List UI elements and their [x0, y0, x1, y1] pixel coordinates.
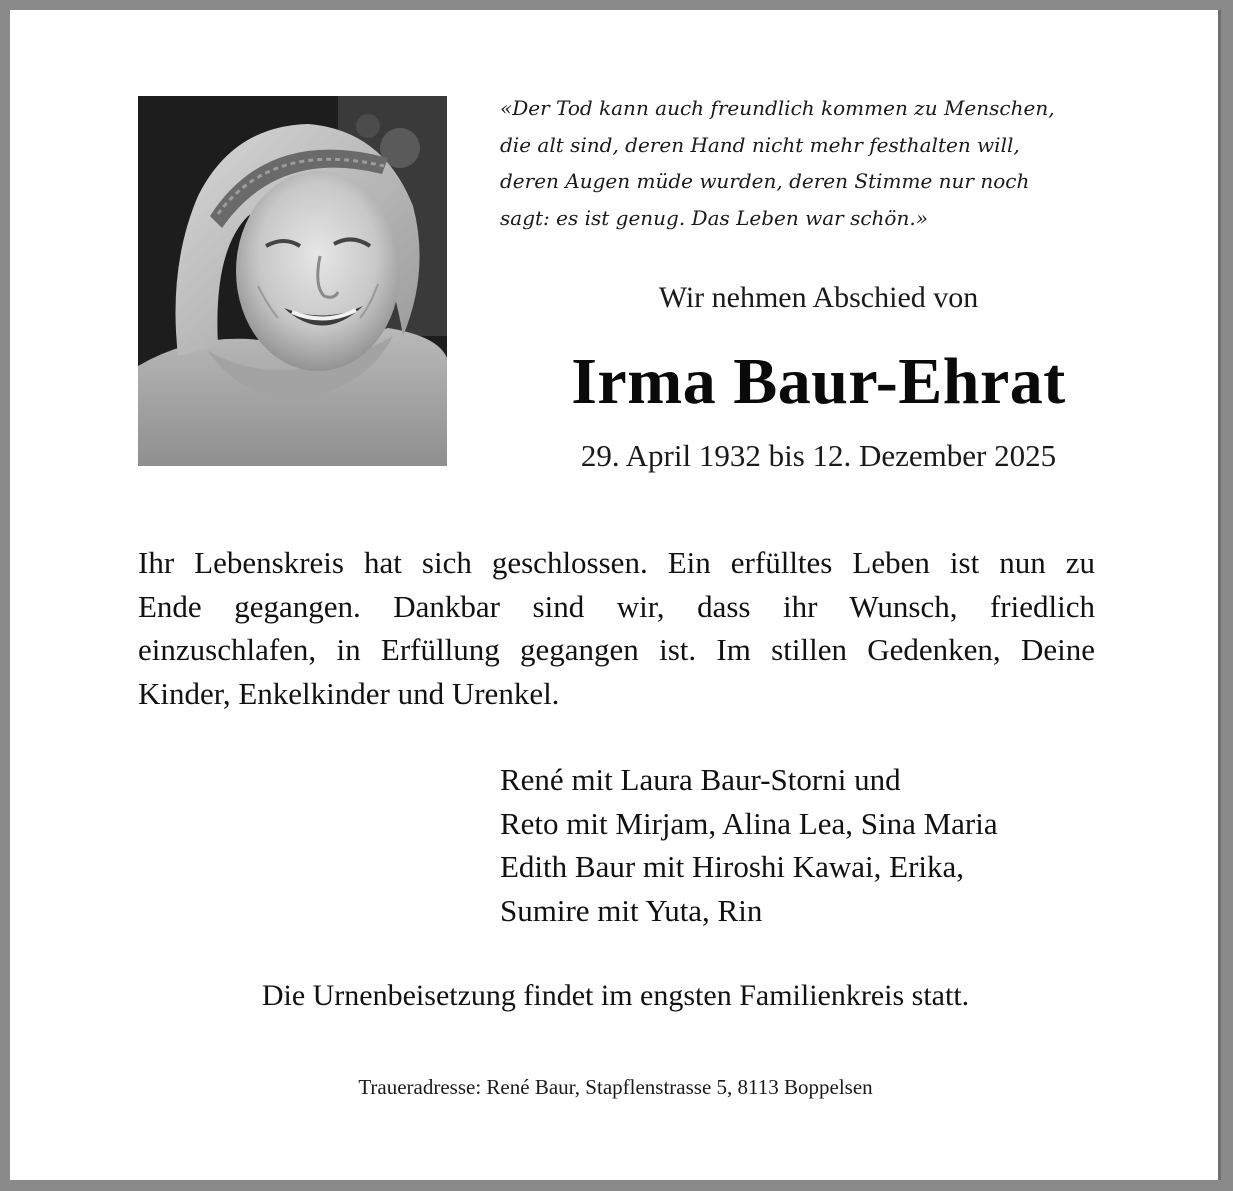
condolence-message	[138, 541, 1095, 715]
mourning-address: Traueradresse: René Baur, Stapflenstrasse 5, 8113 Boppelsen	[358, 1075, 873, 1099]
family-signatories	[500, 758, 1140, 933]
message-line: Kinder, Enkelkinder und Urenkel.	[138, 675, 560, 711]
family-line: René mit Laura Baur-Storni und	[500, 762, 901, 797]
deceased-name: Irma Baur-Ehrat	[571, 345, 1066, 418]
quote-line: sagt: es ist genug. Das Leben war schön.»	[500, 205, 928, 230]
portrait-illustration	[138, 96, 447, 466]
family-line: Sumire mit Yuta, Rin	[500, 893, 763, 929]
family-line: Edith Baur mit Hiroshi Kawai, Erika,	[500, 849, 965, 885]
portrait-photo	[138, 96, 447, 466]
obituary-page	[10, 10, 1221, 1180]
quote-line: «Der Tod kann auch freundlich kommen zu Menschen,	[500, 96, 1055, 120]
burial-notice: Die Urnenbeisetzung findet im engsten Familienkreis statt.	[261, 979, 970, 1012]
memorial-quote	[500, 90, 1120, 236]
quote-line: deren Augen müde wurden, deren Stimme nur noch	[500, 169, 1030, 193]
farewell-intro: Wir nehmen Abschied von	[658, 281, 979, 314]
life-dates: 29. April 1932 bis 12. Dezember 2025	[580, 438, 1057, 473]
message-line: Ihr Lebenskreis hat sich geschlossen. Ein erfülltes Leben ist nun zu	[138, 545, 1095, 580]
quote-line: die alt sind, deren Hand nicht mehr festhalten will,	[500, 132, 1020, 157]
message-line: einzuschlafen, in Erfüllung gegangen ist. Im stillen Gedenken, Deine	[138, 632, 1095, 667]
family-line: Reto mit Mirjam, Alina Lea, Sina Maria	[500, 805, 998, 841]
message-line: Ende gegangen. Dankbar sind wir, dass ihr Wunsch, friedlich	[138, 588, 1095, 624]
